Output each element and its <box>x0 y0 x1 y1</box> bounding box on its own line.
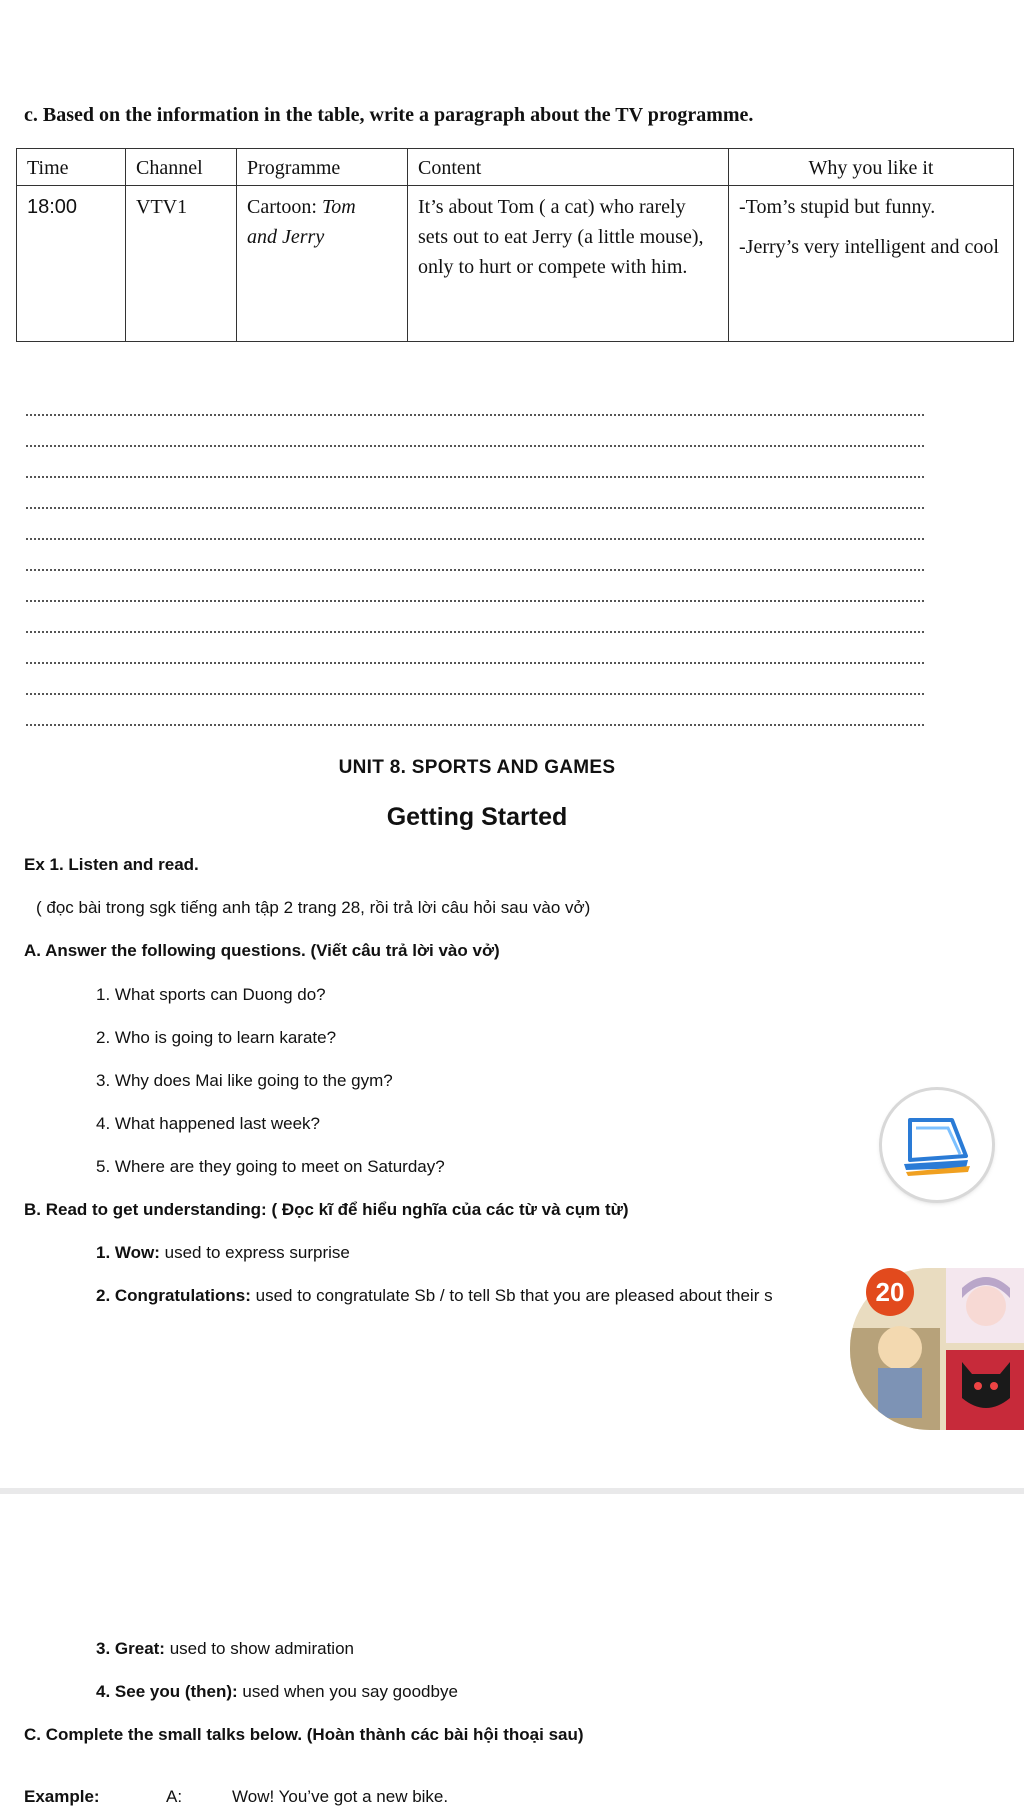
vocab-term: 4. See you (then): <box>96 1682 238 1701</box>
header-programme: Programme <box>237 149 408 186</box>
vocab-term: 3. Great: <box>96 1639 165 1658</box>
writing-line[interactable] <box>26 724 924 726</box>
example-text: Wow! You’ve got a new bike. <box>232 1787 449 1806</box>
cell-time <box>17 186 126 342</box>
programme-prefix: Cartoon: <box>247 196 322 218</box>
writing-line[interactable] <box>26 693 924 695</box>
header-why: Why you like it <box>729 149 1014 186</box>
writing-line[interactable] <box>26 569 924 571</box>
table-header-row <box>17 149 1014 186</box>
example-speaker: A: <box>166 1787 183 1806</box>
cell-content: It’s about Tom ( a cat) who rarely sets out to eat Jerry (a little mouse), only to hurt or compete with him. <box>408 186 729 342</box>
part-a-title: A. Answer the following questions. (Viết câu trả lời vào vở) <box>24 941 500 960</box>
question-item: 1. What sports can Duong do? <box>96 985 326 1004</box>
page-divider <box>0 1488 1024 1494</box>
part-c-title: C. Complete the small talks below. (Hoàn thành các bài hội thoại sau) <box>24 1725 584 1744</box>
writing-line[interactable] <box>26 538 924 540</box>
header-channel: Channel <box>126 149 237 186</box>
tv-programme-table <box>16 148 1014 342</box>
why-line-2: -Jerry’s very intelligent and cool <box>739 236 999 258</box>
writing-line[interactable] <box>26 600 924 602</box>
ex1-instruction: ( đọc bài trong sgk tiếng anh tập 2 trang 28, rồi trả lời câu hỏi sau vào vở) <box>36 898 591 917</box>
example-line <box>24 1787 449 1807</box>
writing-line[interactable] <box>26 445 924 447</box>
section-title: Getting Started <box>386 803 568 831</box>
writing-line[interactable] <box>26 662 924 664</box>
question-item: 4. What happened last week? <box>96 1114 320 1133</box>
question-item: 2. Who is going to learn karate? <box>96 1028 337 1047</box>
vocab-term: 1. Wow: <box>96 1243 160 1262</box>
header-time: Time <box>17 149 126 186</box>
header-content: Content <box>408 149 729 186</box>
writing-line[interactable] <box>26 631 924 633</box>
table-row <box>17 186 1014 342</box>
writing-line[interactable] <box>26 507 924 509</box>
vocab-def: used when you say goodbye <box>237 1682 458 1701</box>
vocab-term: 2. Congratulations: <box>96 1286 251 1305</box>
vocab-def: used to congratulate Sb / to tell Sb that you are pleased about their s <box>250 1286 773 1305</box>
vocab-item <box>96 1286 866 1306</box>
book-floating-button[interactable] <box>882 1090 992 1200</box>
cell-why <box>729 186 1014 342</box>
programme-title-2: and Jerry <box>247 226 325 248</box>
vocab-def: used to express surprise <box>159 1243 350 1262</box>
vocab-item <box>96 1639 354 1659</box>
unit-title: UNIT 8. SPORTS AND GAMES <box>338 757 616 778</box>
part-b-title: B. Read to get understanding: ( Đọc kĩ để hiểu nghĩa của các từ và cụm từ) <box>24 1200 629 1219</box>
question-item: 3. Why does Mai like going to the gym? <box>96 1071 393 1090</box>
vocab-item <box>96 1682 458 1702</box>
section-c-heading: c. Based on the information in the table, write a paragraph about the TV programme. <box>24 104 754 126</box>
notification-badge[interactable]: 20 <box>866 1268 914 1316</box>
writing-line[interactable] <box>26 414 924 416</box>
programme-title-1: Tom <box>322 196 356 218</box>
vocab-item <box>96 1243 350 1263</box>
writing-line[interactable] <box>26 476 924 478</box>
cell-channel: VTV1 <box>126 186 237 342</box>
question-item: 5. Where are they going to meet on Saturday? <box>96 1157 445 1176</box>
time-value: 18:00 <box>27 196 78 218</box>
cell-programme <box>237 186 408 342</box>
ex1-title: Ex 1. Listen and read. <box>24 855 199 874</box>
book-icon <box>882 1090 992 1200</box>
example-label: Example: <box>24 1787 100 1806</box>
vocab-def: used to show admiration <box>164 1639 354 1658</box>
why-line-1: -Tom’s stupid but funny. <box>739 196 936 218</box>
